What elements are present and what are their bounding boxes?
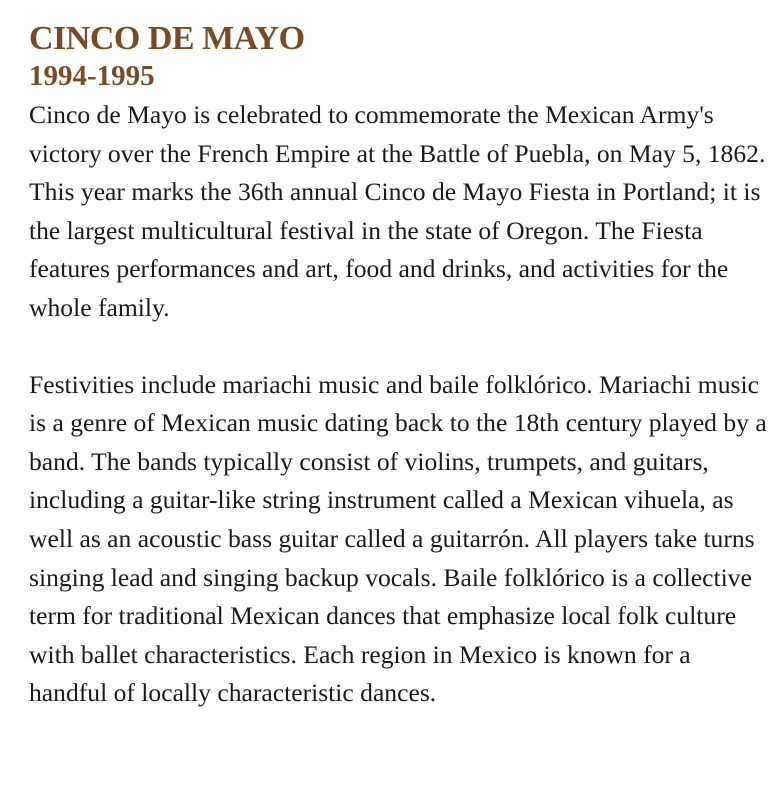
- article-title: CINCO DE MAYO: [29, 20, 305, 57]
- article: [29, 18, 769, 713]
- article-years: 1994-1995: [29, 60, 155, 92]
- article-paragraph-1: Cinco de Mayo is celebrated to commemorate the Mexican Army's victory over the French Empire at the Battle of Puebla, on May 5, 1862. This year marks the 36th annual Cinco de Mayo Fiesta in Portland; it is the largest multicultural festival in the state of Oregon. The Fiesta features performances and art, food and drinks, and activities for the whole family.: [29, 100, 766, 322]
- article-paragraph-2: Festivities include mariachi music and baile folklórico. Mariachi music is a genre of Mexican music dating back to the 18th century played by a band. The bands typically consist of violins, trumpets, and guitars, including a guitar-like string instrument called a Mexican vihuela, as well as an acoustic bass guitar called a guitarrón. All players take turns singing lead and singing backup vocals. Baile folklórico is a collective term for traditional Mexican dances that emphasize local folk culture with ballet characteristics. Each region in Mexico is known for a handful of locally characteristic dances.: [29, 369, 767, 708]
